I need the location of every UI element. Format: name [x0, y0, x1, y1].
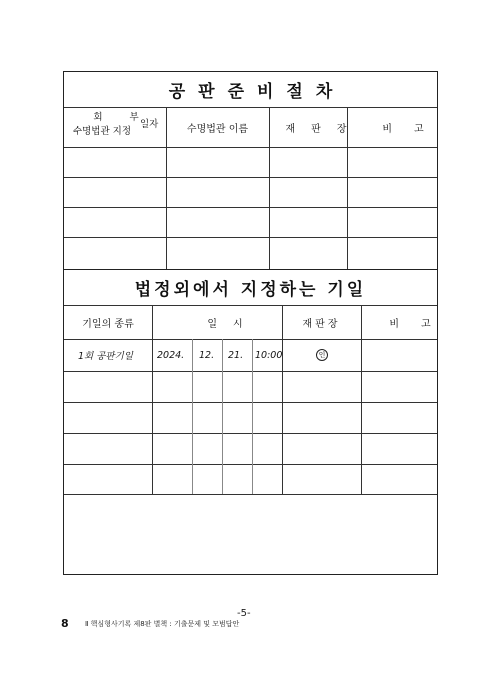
- date-month: 12.: [199, 349, 215, 361]
- column-divider: [152, 305, 153, 494]
- divider: [64, 237, 437, 238]
- section1-title: 공판준비절차: [168, 82, 346, 102]
- divider: [64, 433, 437, 434]
- column-divider: [269, 107, 270, 269]
- header-datetime: 일시: [207, 318, 259, 330]
- column-divider: [166, 107, 167, 269]
- divider: [64, 402, 437, 403]
- date-year: 2024.: [157, 349, 185, 361]
- date-type-value: 1회 공판기일: [78, 351, 133, 362]
- column-divider: [347, 107, 348, 269]
- divider: [64, 464, 437, 465]
- subcolumn-divider: [192, 339, 193, 494]
- header-date-type: 기일의 종류: [82, 318, 134, 330]
- header-referral-line1: 회 부: [93, 112, 151, 123]
- court-record-form: [63, 71, 453, 575]
- divider: [64, 494, 437, 495]
- subcolumn-divider: [252, 339, 253, 494]
- header-referral-suffix: 일자: [140, 119, 159, 130]
- seal-icon: 인: [316, 349, 328, 361]
- header-judge-name: 수명법관 이름: [186, 123, 249, 135]
- judge-seal: [316, 339, 328, 371]
- date-day: 21.: [228, 349, 244, 361]
- page-number: -5-: [237, 608, 251, 619]
- book-page-number: 8: [61, 617, 69, 630]
- book-title: Ⅱ 핵심형사기록 제8판 별책 : 기출문제 및 모범답안: [85, 620, 240, 628]
- column-divider: [361, 305, 362, 494]
- header-presiding-judge-2: 재판장: [302, 318, 341, 330]
- date-time: 10:00: [255, 349, 283, 361]
- subcolumn-divider: [222, 339, 223, 494]
- header-referral-date: [64, 107, 166, 147]
- divider: [64, 371, 437, 372]
- header-remarks-2: 비고: [389, 318, 453, 330]
- header-remarks: 비고: [382, 123, 446, 135]
- divider: [64, 177, 437, 178]
- section2-title: 법정외에서 지정하는 기일: [134, 279, 367, 300]
- column-divider: [282, 305, 283, 494]
- header-referral-line2: 수명법관 지정: [72, 126, 132, 137]
- divider: [64, 207, 437, 208]
- header-presiding-judge: 재판장: [285, 123, 363, 135]
- divider: [64, 147, 437, 148]
